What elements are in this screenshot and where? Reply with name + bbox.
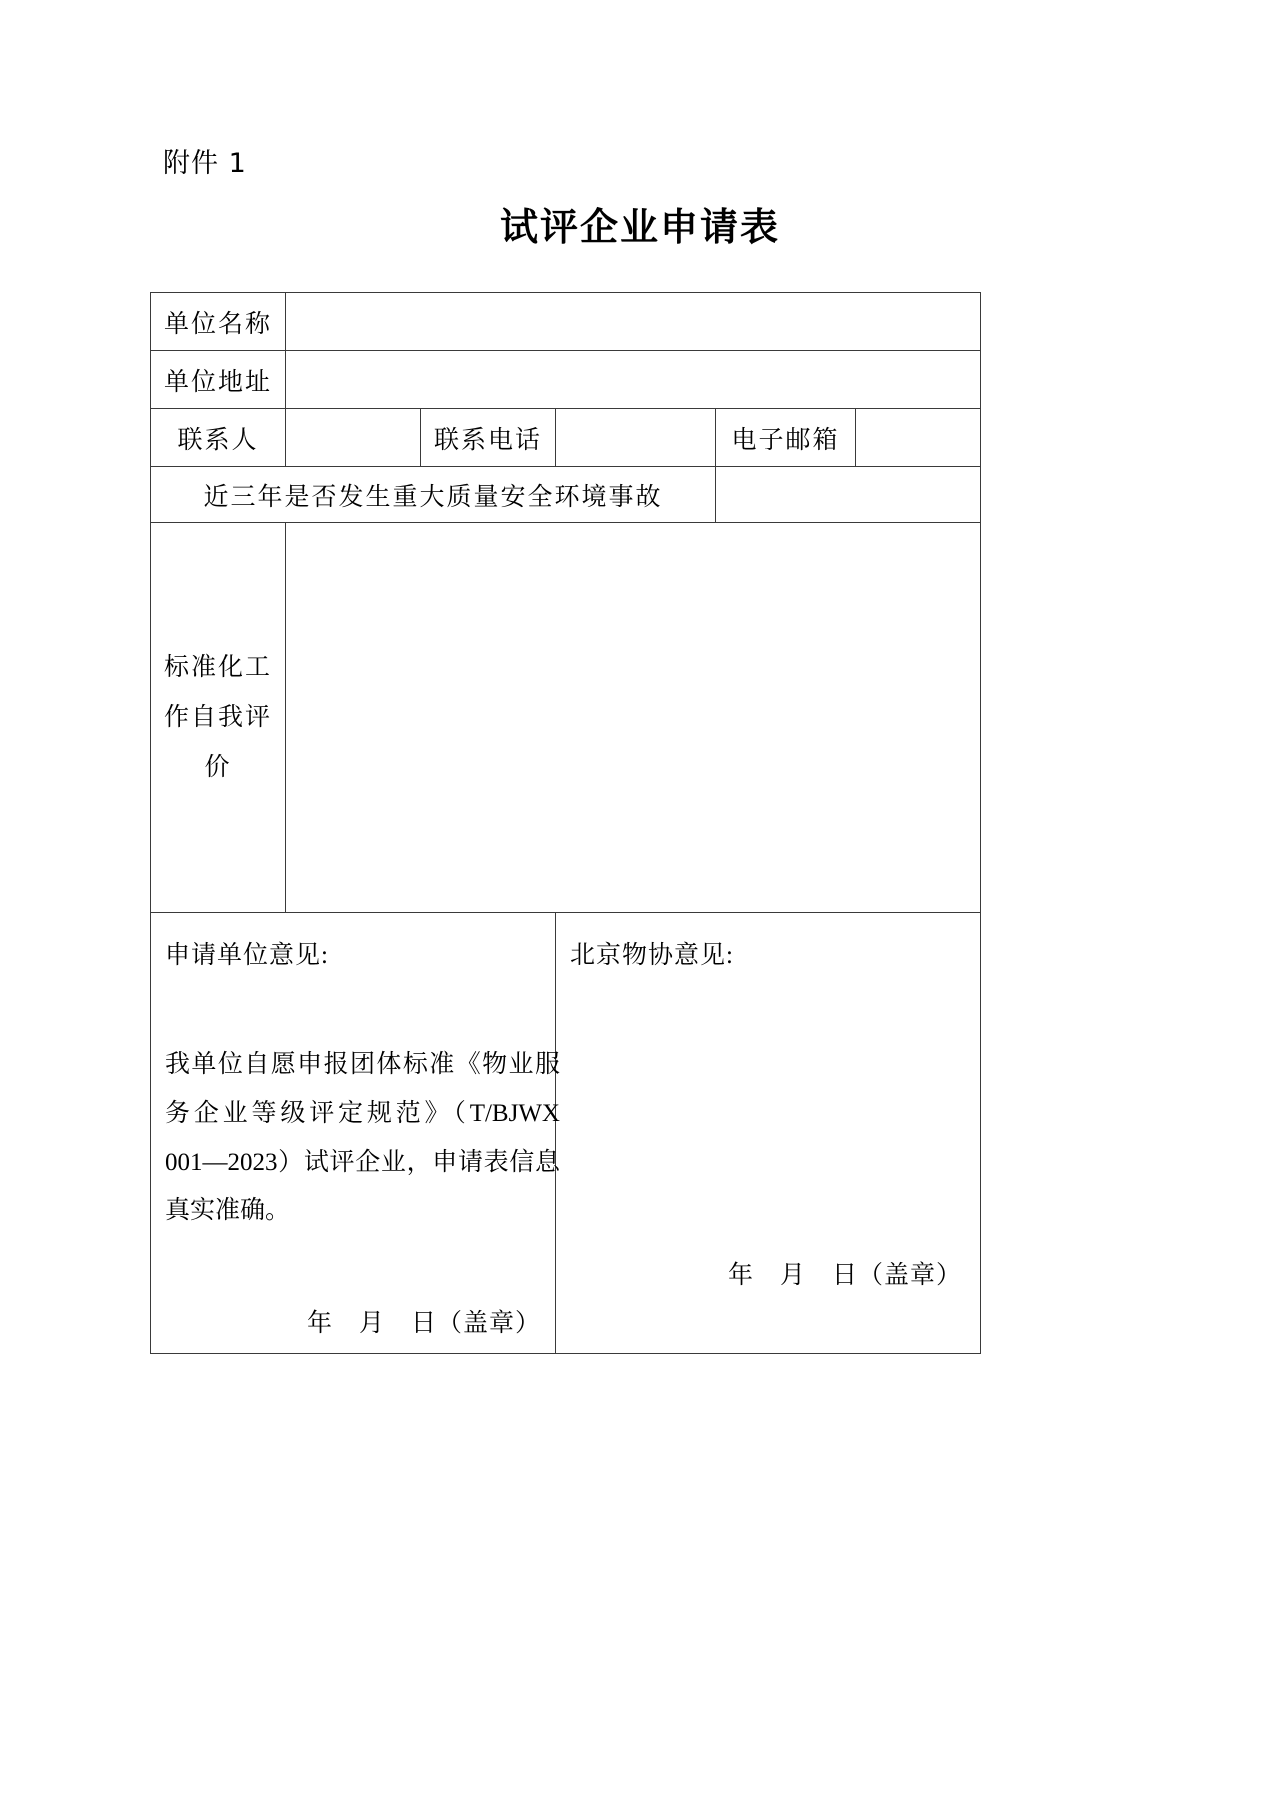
table-row-self-evaluation	[151, 523, 981, 913]
field-incident-question[interactable]	[716, 467, 981, 523]
association-opinion-inner	[556, 913, 980, 1353]
label-contact-phone: 联系电话	[421, 409, 556, 467]
applicant-opinion-inner	[151, 913, 560, 1353]
cell-association-opinion[interactable]	[556, 913, 981, 1354]
field-unit-name[interactable]	[286, 293, 981, 351]
label-self-evaluation: 标准化工作自我评价	[151, 523, 286, 913]
association-signature-line: 年 月 日（盖章）	[728, 1262, 963, 1289]
applicant-signature-line: 年 月 日（盖章）	[306, 1310, 541, 1337]
label-unit-name: 单位名称	[151, 293, 286, 351]
table-row-unit-address	[151, 351, 981, 409]
field-email[interactable]	[856, 409, 981, 467]
page-title: 试评企业申请表	[499, 207, 780, 249]
cell-applicant-opinion[interactable]	[151, 913, 560, 1354]
field-self-evaluation[interactable]	[286, 523, 981, 913]
association-opinion-heading: 北京物协意见:	[570, 942, 734, 969]
attachment-label: 附件 1	[163, 148, 247, 179]
label-email: 电子邮箱	[716, 409, 856, 467]
applicant-opinion-heading: 申请单位意见:	[165, 942, 329, 969]
label-contact-person: 联系人	[151, 409, 286, 467]
table-row-unit-name	[151, 293, 981, 351]
applicant-opinion-body: 我单位自愿申报团体标准《物业服务企业等级评定规范》（T/BJWX 001—2023）试评企业，申请表信息真实准确。	[165, 1051, 560, 1225]
label-incident-question: 近三年是否发生重大质量安全环境事故	[151, 467, 716, 523]
table-row-contact	[151, 409, 981, 467]
field-contact-phone[interactable]	[556, 409, 716, 467]
label-unit-address: 单位地址	[151, 351, 286, 409]
table-row-incident-question	[151, 467, 981, 523]
field-unit-address[interactable]	[286, 351, 981, 409]
field-contact-person[interactable]	[286, 409, 421, 467]
table-row-opinions	[151, 913, 981, 1354]
application-form-table	[150, 292, 981, 1354]
